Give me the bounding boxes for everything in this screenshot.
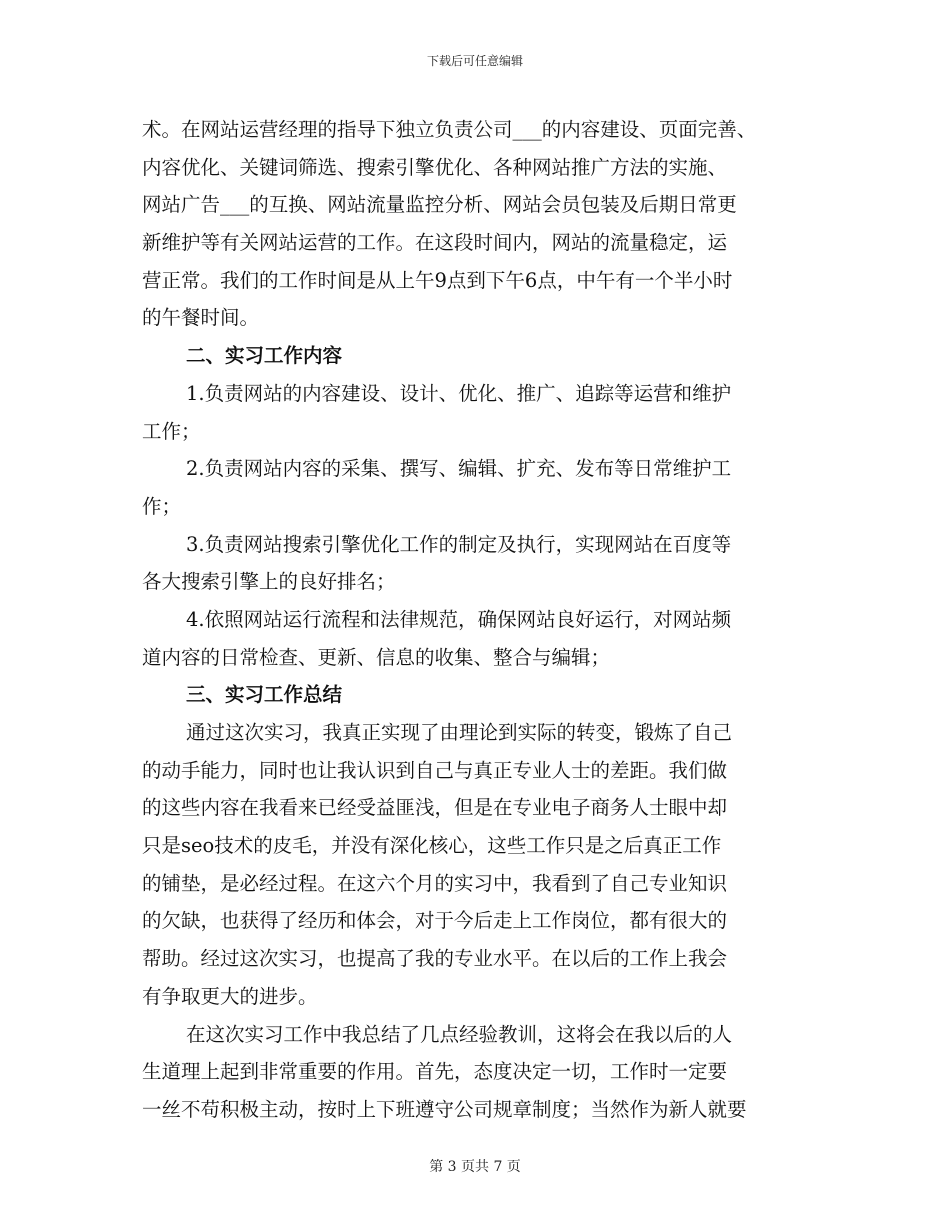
text-line: 的这些内容在我看来已经受益匪浅，但是在专业电子商务人士眼中却 xyxy=(142,796,728,820)
text-line: 营正常。我们的工作时间是从上午9点到下午6点，中午有一个半小时 xyxy=(142,268,733,292)
text-line: 新维护等有关网站运营的工作。在这段时间内，网站的流量稳定，运 xyxy=(142,231,728,255)
document-body xyxy=(142,111,812,1129)
text-line: 道内容的日常检查、更新、信息的收集、整合与编辑； xyxy=(142,645,611,669)
text-line: 内容优化、关键词筛选、搜索引擎优化、各种网站推广方法的实施、 xyxy=(142,155,728,179)
text-line: 术。在网站运营经理的指导下独立负责公司___的内容建设、页面完善、 xyxy=(142,118,757,141)
text-line: 工作； xyxy=(142,419,201,443)
text-line: 有争取更大的进步。 xyxy=(142,984,318,1008)
section-heading: 二、实习工作内容 xyxy=(186,344,343,368)
text-line: 的动手能力，同时也让我认识到自己与真正专业人士的差距。我们做 xyxy=(142,758,728,782)
list-item-text: 2.负责网站内容的采集、撰写、编辑、扩充、发布等日常维护工 xyxy=(186,457,732,481)
text-line: 网站广告___的互换、网站流量监控分析、网站会员包装及后期日常更 xyxy=(142,193,737,217)
page-header: 下载后可任意编辑 xyxy=(426,54,523,68)
page-number-footer: 第 3 页共 7 页 xyxy=(429,1159,521,1175)
text-line: 只是seo技术的皮毛，并没有深化核心，这些工作只是之后真正工作 xyxy=(142,834,722,858)
text-line: 帮助。经过这次实习，也提高了我的专业水平。在以后的工作上我会 xyxy=(142,947,728,971)
text-line: 一丝不苟积极主动，按时上下班遵守公司规章制度；当然作为新人就要 xyxy=(142,1097,747,1121)
list-item-text: 1.负责网站的内容建设、设计、优化、推广、追踪等运营和维护 xyxy=(186,381,732,405)
text-line: 各大搜索引擎上的良好排名； xyxy=(142,570,396,594)
paragraph-start: 通过这次实习，我真正实现了由理论到实际的转变，锻炼了自己 xyxy=(186,721,733,744)
section-heading: 三、实习工作总结 xyxy=(186,683,343,707)
text-line: 的欠缺，也获得了经历和体会，对于今后走上工作岗位，都有很大的 xyxy=(142,909,728,933)
paragraph-start: 在这次实习工作中我总结了几点经验教训，这将会在我以后的人 xyxy=(186,1022,733,1046)
text-line: 的铺垫，是必经过程。在这六个月的实习中，我看到了自己专业知识 xyxy=(142,871,728,895)
text-line: 生道理上起到非常重要的作用。首先，态度决定一切，工作时一定要 xyxy=(142,1060,728,1084)
list-item-text: 4.依照网站运行流程和法律规范，确保网站良好运行，对网站频 xyxy=(186,607,732,631)
text-line: 作； xyxy=(142,494,182,518)
list-item-text: 3.负责网站搜索引擎优化工作的制定及执行，实现网站在百度等 xyxy=(186,532,732,556)
text-line: 的午餐时间。 xyxy=(142,306,260,330)
